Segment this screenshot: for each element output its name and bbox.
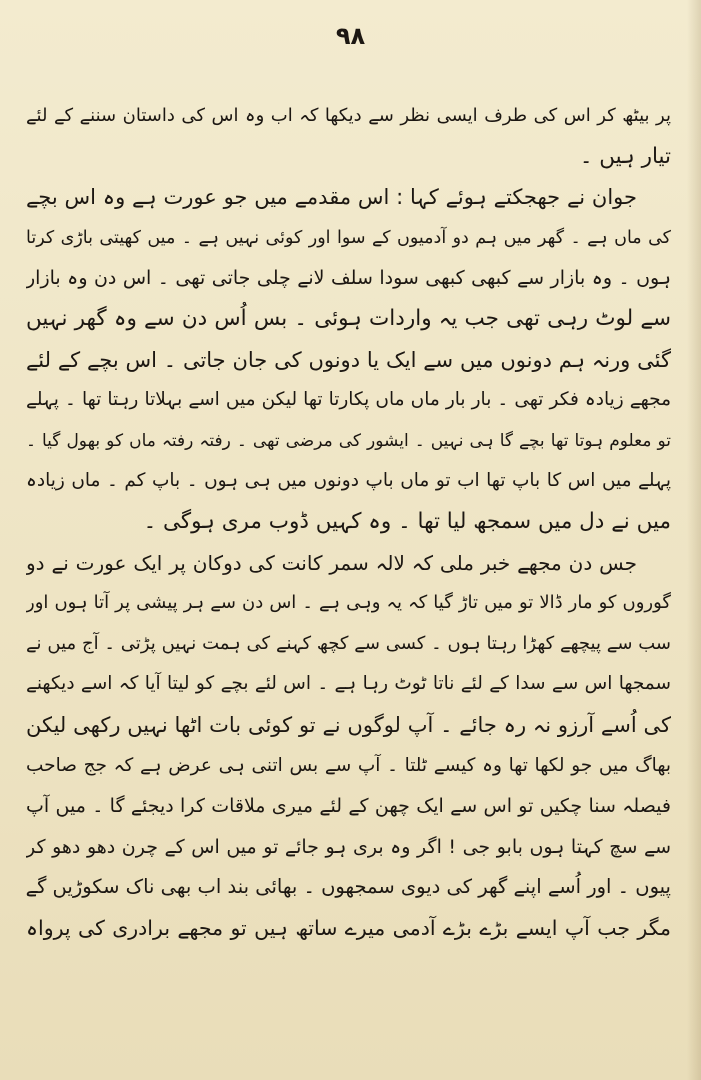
text-line: ہوں ۔ وہ بازار سے کبھی کبھی سودا سلف لانے چلی جاتی تھی ۔ اس دن وہ بازار [26,267,671,290]
text-line: فیصلہ سنا چکیں تو اس سے ایک چھن کے لئے میری ملاقات کرا دیجئے گا ۔ میں آپ [26,795,671,818]
text-line: سے سچ کہتا ہوں بابو جی ! اگر وہ بری ہو جائے تو میں اس کے چرن دھو دھو کر [26,835,671,858]
text-line: کی ماں ہے ۔ گھر میں ہم دو آدمیوں کے سوا اور کوئی نہیں ہے ۔ میں کھیتی باڑی کرتا [26,227,671,248]
paragraph-start-line: جس دن مجھے خبر ملی کہ لالہ سمر کانت کی دوکان پر ایک عورت نے دو [26,550,637,575]
text-line: گئی ورنہ ہم دونوں میں سے ایک یا دونوں کی جان جاتی ۔ اس بچے کے لئے [26,347,671,372]
text-line: پیوں ۔ اور اُسے اپنے گھر کی دیوی سمجھوں ۔ بھائی بند اب بھی ناک سکوڑیں گے [26,875,671,899]
text-line: تیار ہیں ۔ [579,143,671,169]
text-line: سب سے پیچھے کھڑا رہتا ہوں ۔ کسی سے کچھ کہنے کی ہمت نہیں پڑتی ۔ آج میں نے [26,632,671,654]
text-line: پر بیٹھ کر اس کی طرف ایسی نظر سے دیکھا کہ اب وہ اس کی داستان سننے کے لئے [26,105,671,126]
text-body [26,96,671,948]
page-number: ۹۸ [335,22,366,50]
text-line: تو معلوم ہوتا تھا بچے گا ہی نہیں ۔ ایشور کی مرضی تھی ۔ رفتہ رفتہ ماں کو بھول گیا ۔ [26,430,671,451]
text-line: کی اُسے آرزو نہ رہ جائے ۔ آپ لوگوں نے تو کوئی بات اٹھا نہیں رکھی لیکن [26,712,671,737]
text-line: میں نے دل میں سمجھ لیا تھا ۔ وہ کہیں ڈوب مری ہوگی ۔ [143,508,671,534]
page-edge-shadow [687,0,701,1080]
text-line: مگر جب آپ ایسے بڑے بڑے آدمی میرے ساتھ ہیں تو مجھے برادری کی پرواہ [26,915,671,940]
text-line: بھاگ میں جو لکھا تھا وہ کیسے ٹلتا ۔ آپ سے بس اتنی ہی عرض ہے کہ جج صاحب [26,754,671,776]
text-line: گوروں کو مار ڈالا تو میں تاڑ گیا کہ یہ وہی ہے ۔ اس دن سے ہر پیشی پر آتا ہوں اور [26,592,671,614]
text-line: مجھے زیادہ فکر تھی ۔ بار بار ماں ماں پکارتا تھا لیکن میں اسے بہلاتا رہتا تھا ۔ پہلے [26,389,671,411]
text-line: سمجھا اس سے سدا کے لئے ناتا ٹوٹ رہا ہے ۔ اس لئے بچے کو لیتا آیا کہ اسے دیکھنے [26,673,671,695]
text-line: سے لوٹ رہی تھی جب یہ واردات ہوئی ۔ بس اُس دن سے وہ گھر نہیں [26,305,671,331]
paragraph-start-line: جوان نے جھجکتے ہوئے کہا : اس مقدمے میں جو عورت ہے وہ اس بچے [26,185,637,210]
text-line: پہلے میں اس کا باپ تھا اب تو ماں باپ دونوں میں ہی ہوں ۔ باپ کم ۔ ماں زیادہ [26,470,671,492]
